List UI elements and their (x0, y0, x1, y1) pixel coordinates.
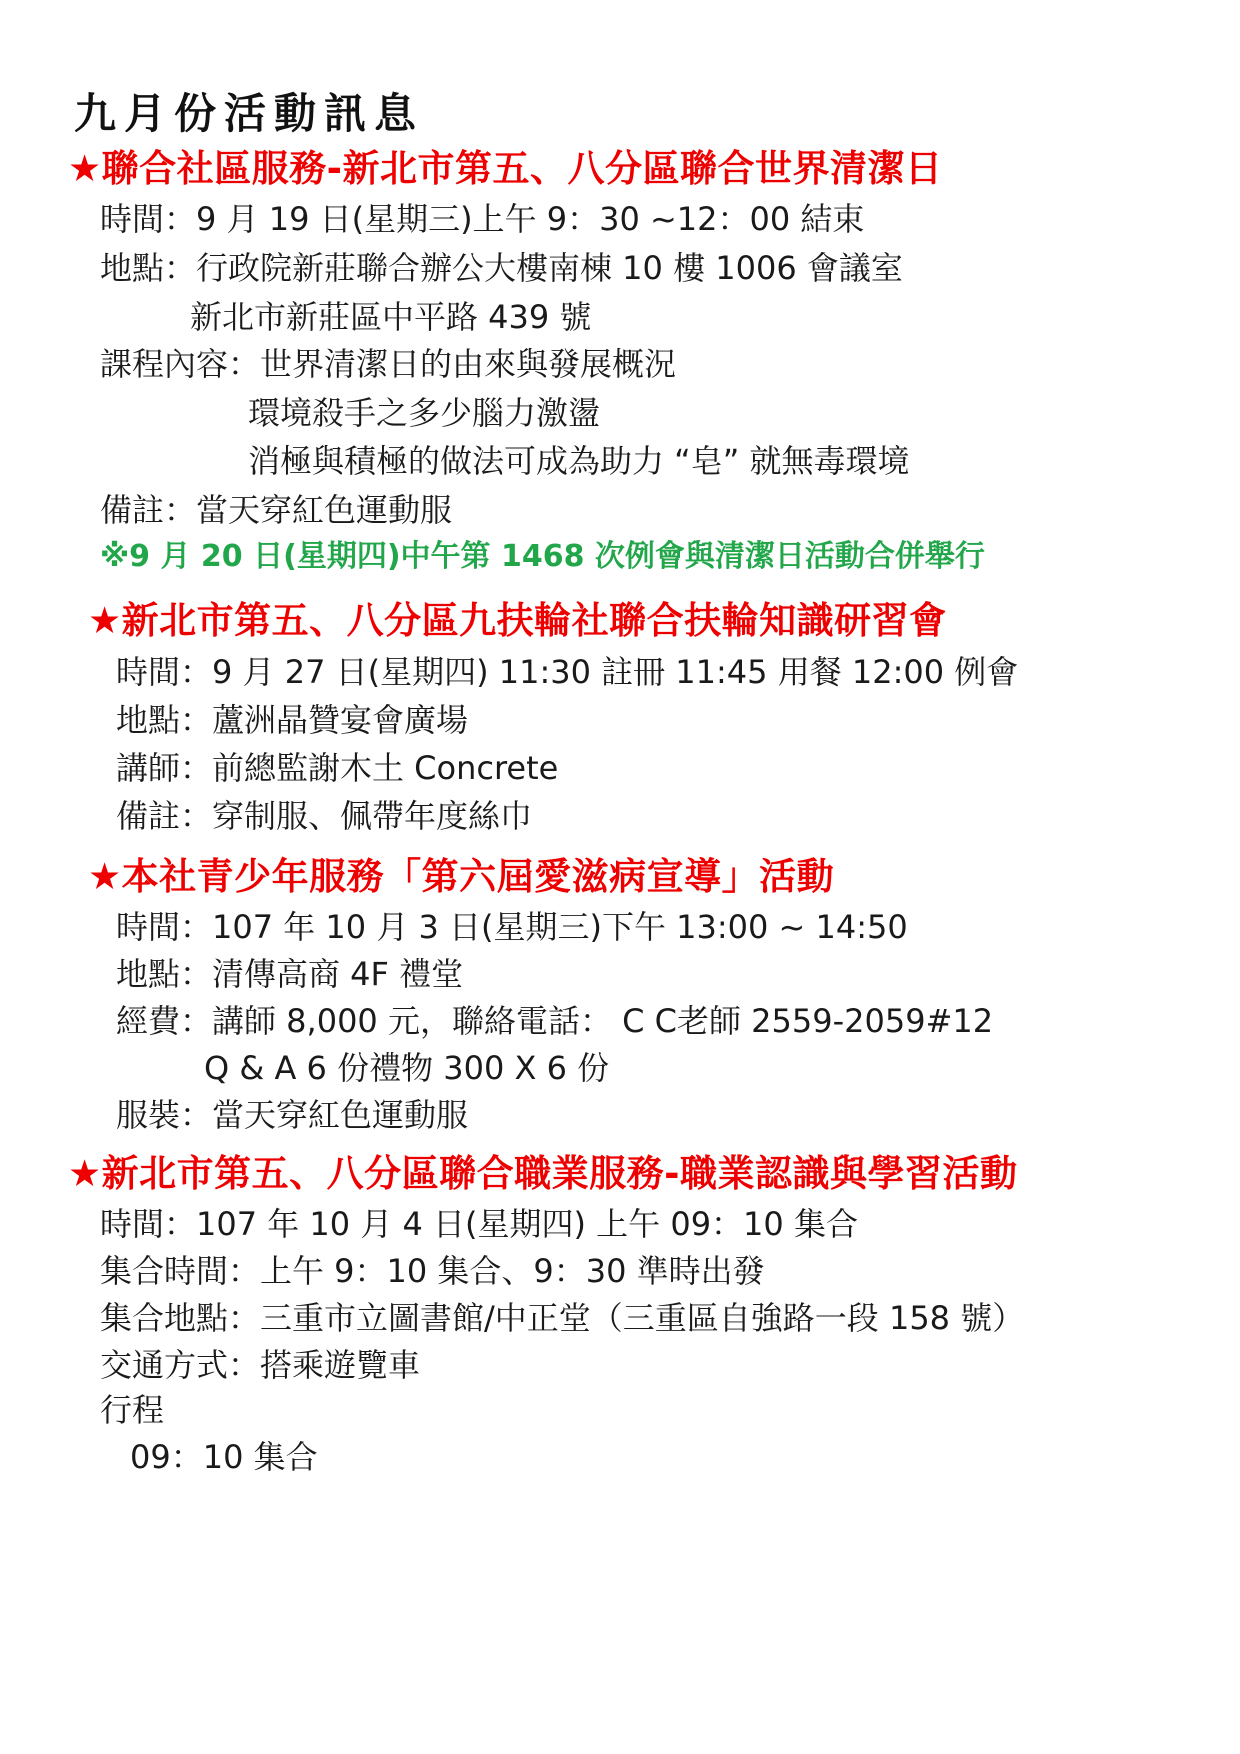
gather-place: 集合地點：三重市立圖書館/中正堂（三重區自強路一段 158 號） (100, 1299, 1025, 1337)
event-time: 時間：107 年 10 月 4 日(星期四) 上午 09：10 集合 (100, 1205, 858, 1243)
section-heading: ★本社青少年服務「第六屆愛滋病宣導」活動 (88, 855, 835, 898)
transport: 交通方式：搭乘遊覽車 (100, 1346, 421, 1384)
event-course-item: 環境殺手之多少腦力激盪 (248, 394, 601, 432)
page-title: 九月份活動訊息 (74, 89, 425, 138)
section-heading: ★聯合社區服務-新北市第五、八分區聯合世界清潔日 (68, 147, 943, 190)
event-remark: 備註：當天穿紅色運動服 (100, 491, 453, 529)
itinerary-item: 09：10 集合 (130, 1438, 318, 1476)
event-note: ※9 月 20 日(星期四)中午第 1468 次例會與清潔日活動合併舉行 (100, 539, 985, 574)
event-remark: 備註：穿制服、佩帶年度絲巾 (116, 797, 533, 835)
event-course: 課程內容：世界清潔日的由來與發展概況 (100, 345, 677, 383)
gather-time: 集合時間：上午 9：10 集合、9：30 準時出發 (100, 1252, 765, 1290)
event-speaker: 講師：前總監謝木土 Concrete (116, 749, 559, 787)
event-place: 地點：蘆洲晶贊宴會廣場 (116, 701, 469, 739)
event-time: 時間：9 月 19 日(星期三)上午 9：30 ~12：00 結束 (100, 200, 865, 238)
event-address: 新北市新莊區中平路 439 號 (190, 298, 592, 336)
event-time: 時間：107 年 10 月 3 日(星期三)下午 13:00 ~ 14:50 (116, 908, 908, 946)
itinerary-label: 行程 (100, 1391, 165, 1429)
event-time: 時間：9 月 27 日(星期四) 11:30 註冊 11:45 用餐 12:00 例會 (116, 653, 1019, 691)
section-heading: ★新北市第五、八分區九扶輪社聯合扶輪知識研習會 (88, 599, 947, 642)
event-place: 地點：清傳高商 4F 禮堂 (116, 955, 464, 993)
event-place: 地點：行政院新莊聯合辦公大樓南棟 10 樓 1006 會議室 (100, 249, 903, 287)
event-budget-item: Q & A 6 份禮物 300 X 6 份 (204, 1049, 610, 1087)
event-budget: 經費：講師 8,000 元，聯絡電話： C C老師 2559-2059#12 (116, 1002, 994, 1040)
event-course-item: 消極與積極的做法可成為助力 “皂” 就無毒環境 (248, 442, 910, 480)
section-heading: ★新北市第五、八分區聯合職業服務-職業認識與學習活動 (68, 1152, 1018, 1195)
event-attire: 服裝：當天穿紅色運動服 (116, 1096, 469, 1134)
